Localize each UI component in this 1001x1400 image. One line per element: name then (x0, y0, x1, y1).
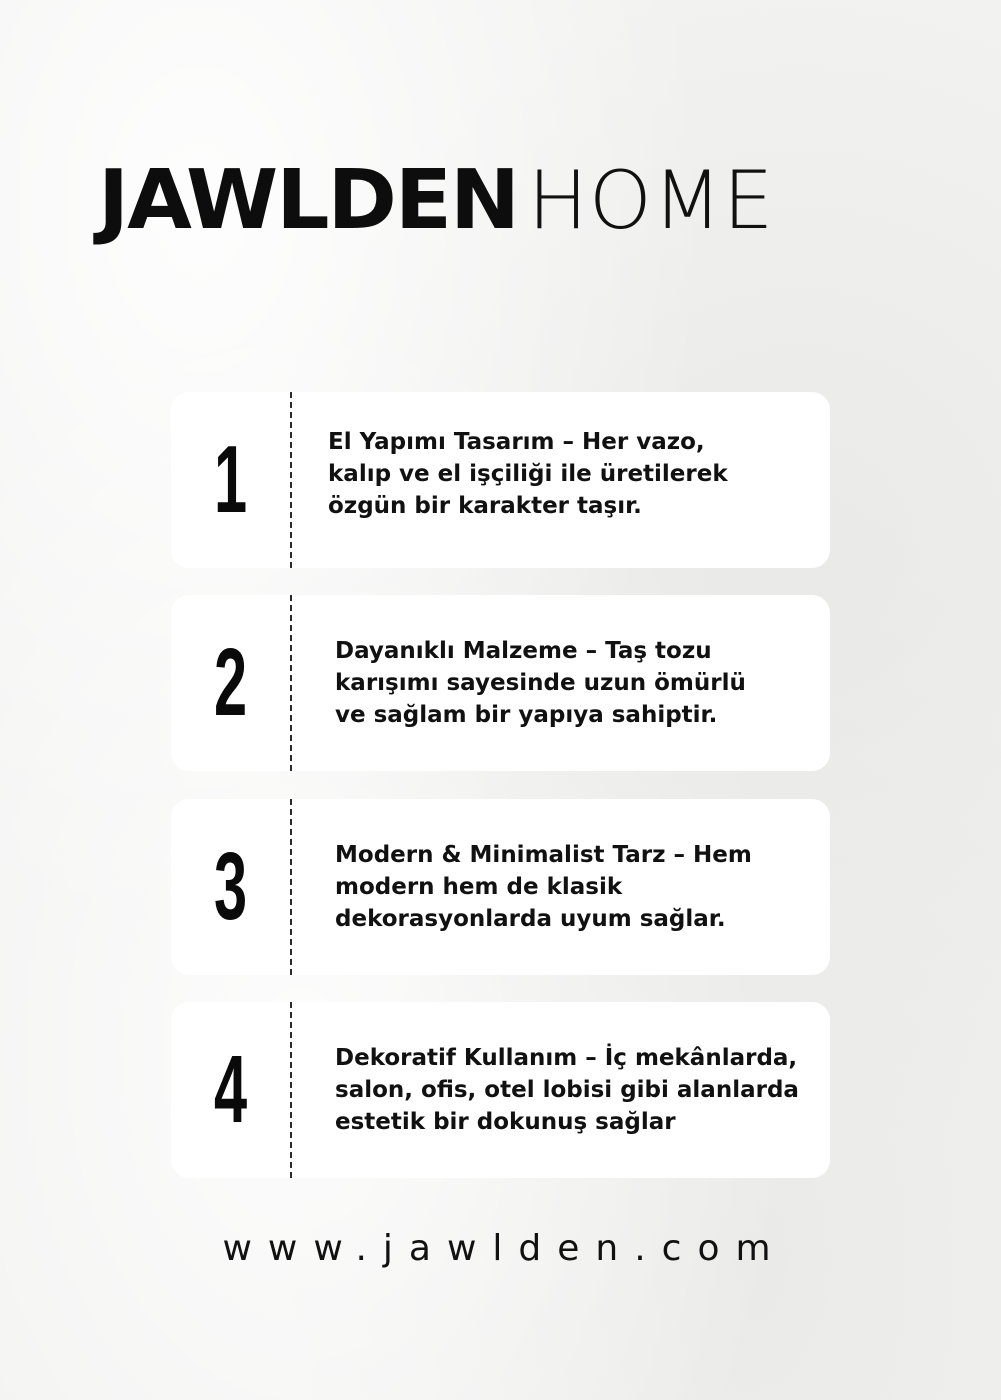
feature-line: Dayanıklı Malzeme – Taş tozu (335, 638, 712, 664)
feature-description (335, 799, 825, 975)
brand-name-light: HOME (527, 154, 775, 247)
feature-line: salon, ofis, otel lobisi gibi alanlarda (335, 1077, 799, 1103)
feature-description (335, 595, 825, 771)
feature-description (335, 1002, 825, 1178)
feature-line: özgün bir karakter taşır. (328, 493, 642, 519)
website-url: www.jawlden.com (222, 1228, 787, 1269)
feature-line: modern hem de klasik (335, 874, 623, 900)
feature-line: kalıp ve el işçiliği ile üretilerek (328, 461, 728, 487)
brand-name-bold: JAWLDEN (98, 153, 518, 248)
feature-card-4 (171, 1002, 830, 1178)
dashed-divider (290, 799, 292, 975)
dashed-divider (290, 1002, 292, 1178)
feature-number: 1 (213, 426, 248, 533)
feature-line: Modern & Minimalist Tarz – Hem (335, 842, 752, 868)
feature-number: 4 (213, 1036, 248, 1143)
feature-line: dekorasyonlarda uyum sağlar. (335, 906, 726, 932)
dashed-divider (290, 392, 292, 568)
feature-card-3 (171, 799, 830, 975)
feature-line: Dekoratif Kullanım – İç mekânlarda, (335, 1045, 798, 1071)
feature-line: karışımı sayesinde uzun ömürlü (335, 670, 746, 696)
feature-description (328, 386, 818, 562)
feature-line: ve sağlam bir yapıya sahiptir. (335, 702, 718, 728)
feature-line: El Yapımı Tasarım – Her vazo, (328, 429, 705, 455)
brand-logo (98, 153, 918, 260)
feature-number: 3 (213, 833, 248, 940)
feature-line: estetik bir dokunuş sağlar (335, 1109, 676, 1135)
feature-number: 2 (213, 629, 248, 736)
dashed-divider (290, 595, 292, 771)
feature-card-1 (171, 392, 830, 568)
feature-card-2 (171, 595, 830, 771)
